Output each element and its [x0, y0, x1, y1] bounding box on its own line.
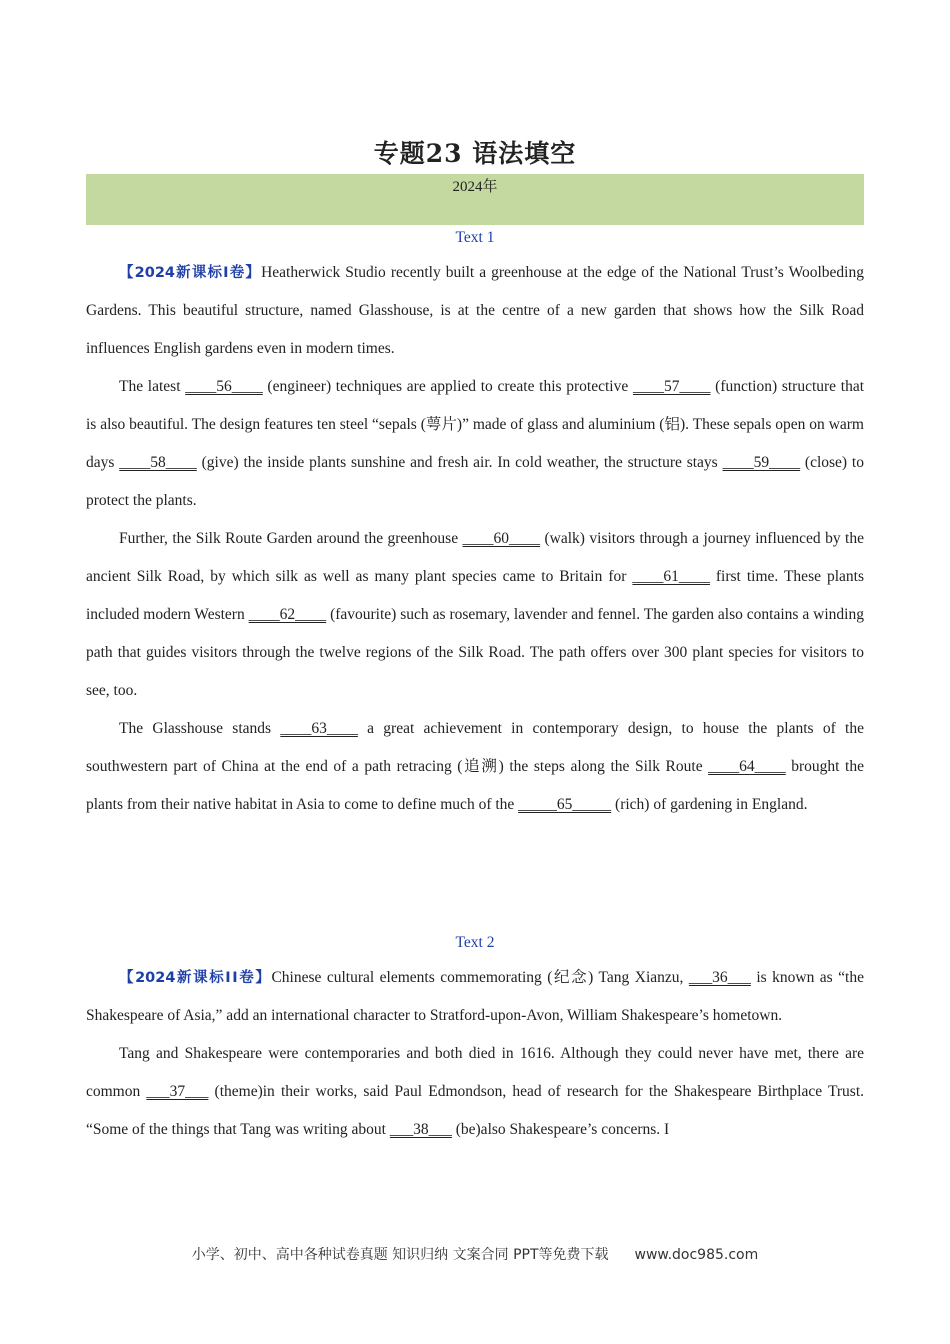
footer-link[interactable]: www.doc985.com — [634, 1247, 759, 1263]
blank-64[interactable]: ____64____ — [708, 758, 786, 775]
blank-56[interactable]: ____56____ — [185, 378, 263, 395]
blank-63[interactable]: ____63____ — [280, 720, 358, 737]
paragraph-text: The Glasshouse stands — [119, 720, 281, 737]
text2-paragraph-2 — [86, 1035, 864, 1149]
text1-paragraph-3 — [86, 520, 864, 710]
blank-36[interactable]: ___36___ — [688, 969, 751, 986]
paragraph-text: The latest — [119, 378, 186, 395]
text2-passage — [86, 959, 864, 1149]
page-title: 专题23 语法填空 — [373, 139, 577, 168]
blank-37[interactable]: ___37___ — [146, 1083, 209, 1100]
paragraph-text: is known as “the Shakespeare of Asia,” add an international character to Stratford-upon-Avon, William Shakespeare’s hometown. — [86, 969, 864, 1024]
blank-60[interactable]: ____60____ — [462, 530, 541, 547]
paragraph-text: (give) the inside plants sunshine and fresh air. In cold weather, the structure stays — [196, 454, 723, 471]
text2-paragraph-1 — [86, 959, 864, 1035]
blank-62[interactable]: ____62____ — [248, 606, 327, 623]
blank-65[interactable]: _____65_____ — [518, 796, 612, 813]
paragraph-text: Heatherwick Studio recently built a greenhouse at the edge of the National Trust’s Woolbeding Gardens. This beautiful structure, named Glasshouse, is at the centre of a new garden that shows how the Silk Road influences English gardens even in modern times. — [86, 264, 864, 357]
paragraph-text: (walk) visitors through a journey influenced by the ancient Silk Road, by which silk as well as many plant species came to Britain for — [86, 530, 864, 585]
paragraph-text: Chinese cultural elements commemorating (纪念) Tang Xianzu, — [271, 969, 689, 986]
blank-57[interactable]: ____57____ — [632, 378, 711, 395]
paragraph-text: (theme)in their works, said Paul Edmondson, head of research for the Shakespeare Birthplace Trust. “Some of the things that Tang was writing about — [86, 1083, 865, 1138]
text1-paragraph-1 — [86, 254, 864, 368]
text1-passage — [86, 254, 864, 824]
text1-paragraph-2 — [86, 368, 864, 520]
source-tag: 【2024新课标Ⅰ卷】 — [119, 265, 262, 281]
text2-heading: Text 2 — [455, 934, 495, 951]
source-tag: 【2024新课标ⅠⅠ卷】 — [119, 970, 272, 986]
paragraph-text: (be)also Shakespeare’s concerns. I — [451, 1121, 670, 1138]
blank-38[interactable]: ___38___ — [389, 1121, 452, 1138]
paragraph-text: (function) structure that is also beautiful. The design features ten steel “sepals (萼片)” made of glass and aluminium (铝). These sepals open on warm days — [86, 378, 865, 471]
year-band — [86, 174, 864, 225]
paragraph-text: a great achievement in contemporary design, to house the plants of the southwestern part of China at the end of a path retracing (追溯) the steps along the Silk Route — [86, 720, 864, 775]
text1-heading: Text 1 — [455, 229, 495, 246]
paragraph-text: (close) to protect the plants. — [86, 454, 864, 509]
paragraph-text: Tang and Shakespeare were contemporaries and both died in 1616. Although they could never have met, there are common — [86, 1045, 864, 1100]
footer-text: 小学、初中、高中各种试卷真题 知识归纳 文案合同 PPT等免费下载 — [191, 1247, 609, 1263]
page-footer — [0, 1244, 950, 1264]
paragraph-text: (favourite) such as rosemary, lavender and fennel. The garden also contains a winding path that guides visitors through the twelve regions of the Silk Road. The path offers over 300 plant species for visitors to see, too. — [86, 606, 864, 699]
year-label: 2024年 — [452, 179, 498, 195]
blank-59[interactable]: ____59____ — [722, 454, 801, 471]
paragraph-text: Further, the Silk Route Garden around the greenhouse — [119, 530, 463, 547]
blank-61[interactable]: ____61____ — [632, 568, 710, 585]
paragraph-text: first time. These plants included modern Western — [86, 568, 864, 623]
paragraph-text: (engineer) techniques are applied to create this protective — [262, 378, 633, 395]
paragraph-text: brought the plants from their native habitat in Asia to come to define much of the — [86, 758, 864, 813]
blank-58[interactable]: ____58____ — [119, 454, 197, 471]
paragraph-text: (rich) of gardening in England. — [611, 796, 808, 813]
text1-paragraph-4 — [86, 710, 864, 824]
